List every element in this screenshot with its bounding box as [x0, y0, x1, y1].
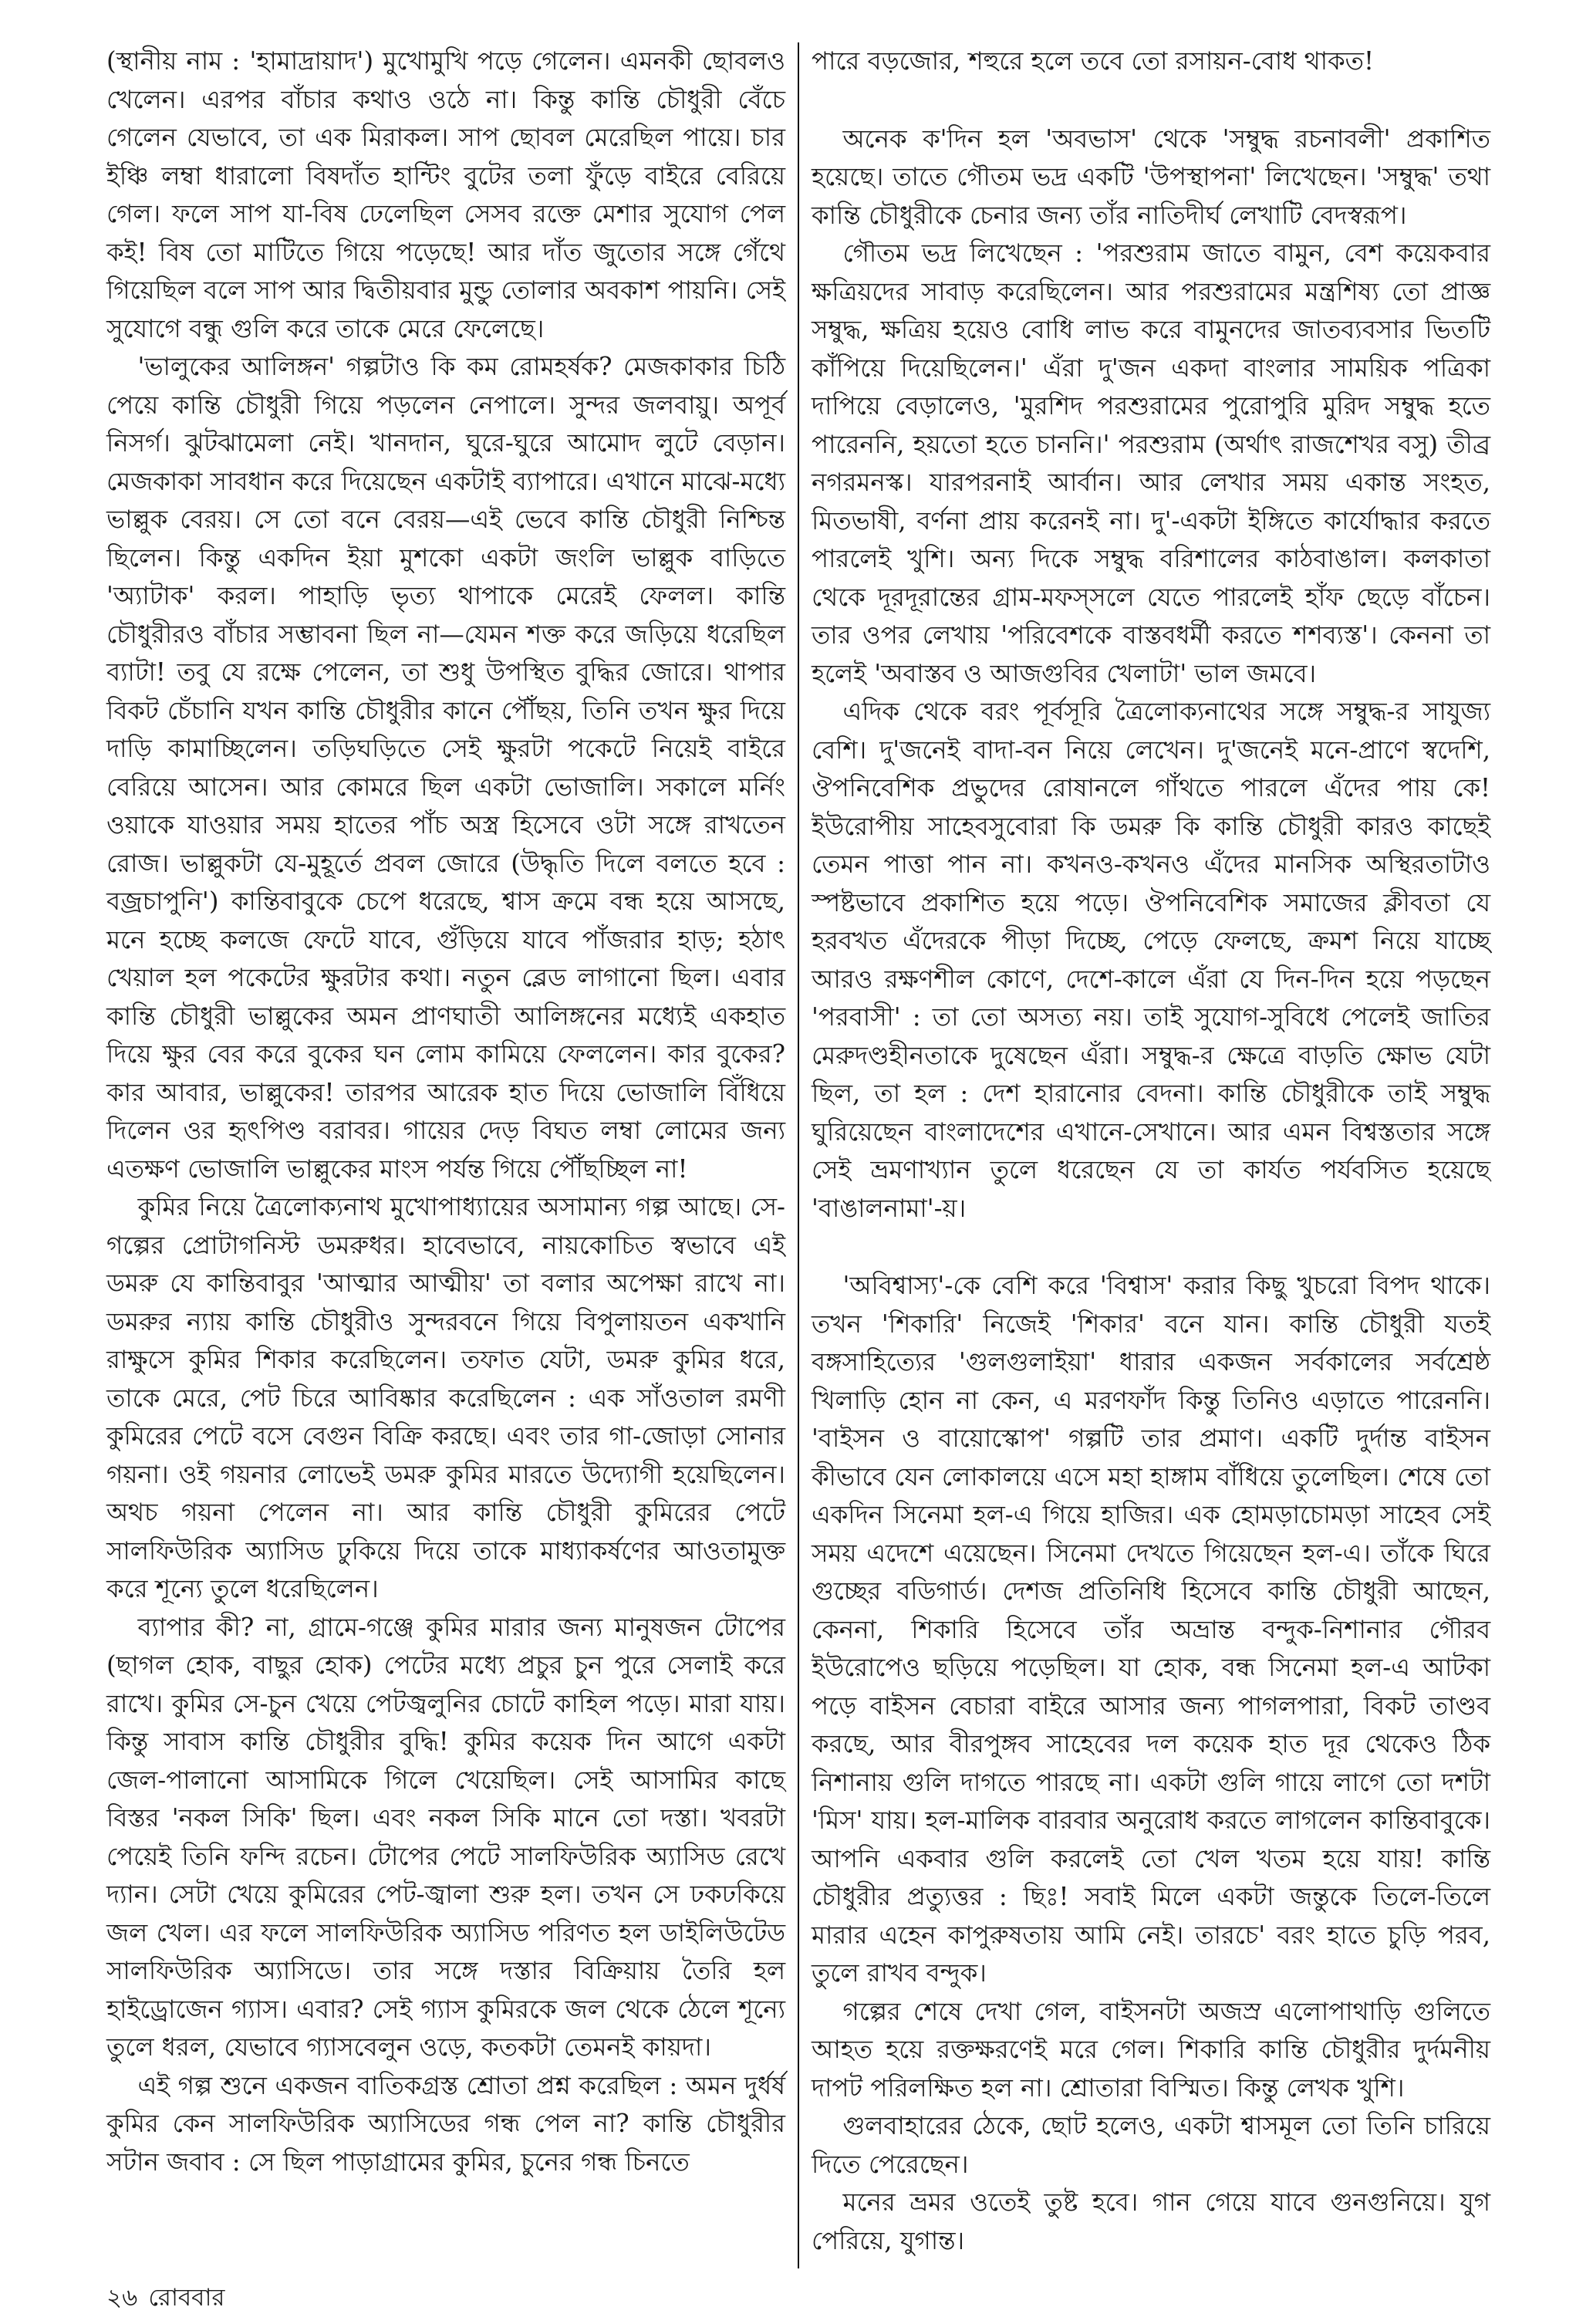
article-paragraph: গৌতম ভদ্র লিখেছেন : 'পরশুরাম জাতে বামুন, বেশ কয়েকবার ক্ষত্রিয়দের সাবাড় করেছিলেন। আর পরশুরামের মন্ত্রশিষ্য তো প্রাজ্ঞ সম্বুদ্ধ, ক্ষত্রিয় হয়েও বোধি লাভ করে বামুনদের জাতব্যবসার ভিতটি কাঁপিয়ে দিয়েছিলেন।' এঁরা দু'জন একদা বাংলার সাময়িক পত্রিকা দাপিয়ে বেড়ালেও, 'মুরশিদ পরশুরামের পুরোপুরি মুরিদ সম্বুদ্ধ হতে পারেননি, হয়তো হতে চাননি।' পরশুরাম (অর্থাৎ রাজশেখর বসু) তীব্র নগরমনস্ক। যারপরনাই আর্বান। আর লেখার সময় একান্ত সংহত, মিতভাষী, বর্ণনা প্রায় করেনই না। দু'-একটা ইঙ্গিতে কার্যোদ্ধার করতে পারলেই খুশি। অন্য দিকে সম্বুদ্ধ বরিশালের কাঠবাঙাল। কলকাতা থেকে দূরদূরান্তের গ্রাম-মফস্‌সলে যেতে পারলেই হাঁফ ছেড়ে বাঁচেন। তার ওপর লেখায় 'পরিবেশকে বাস্তবধর্মী করতে শশব্যস্ত'। কেননা তা হলেই 'অবাস্তব ও আজগুবির খেলাটা' ভাল জমবে।: [812, 238, 1491, 688]
article-paragraph: অনেক ক'দিন হল 'অবভাস' থেকে 'সম্বুদ্ধ রচনাবলী' প্রকাশিত হয়েছে। তাতে গৌতম ভদ্র একটি 'উপস্থাপনা' লিখেছেন। 'সম্বুদ্ধ' তথা কান্তি চৌধুরীকে চেনার জন্য তাঁর নাতিদীর্ঘ লেখাটি বেদস্বরূপ।: [812, 123, 1490, 230]
article-paragraph: 'অবিশ্বাস্য'-কে বেশি করে 'বিশ্বাস' করার কিছু খুচরো বিপদ থাকে। তখন 'শিকারি' নিজেই 'শিকার' বনে যান। কান্তি চৌধুরী যতই বঙ্গসাহিত্যের 'গুলগুলাইয়া' ধারার একজন সর্বকালের সর্বশ্রেষ্ঠ খিলাড়ি হোন না কেন, এ মরণফাঁদ কিন্তু তিনিও এড়াতে পারেননি। 'বাইসন ও বায়োস্কোপ' গল্পটি তার প্রমাণ। একটি দুর্দান্ত বাইসন কীভাবে যেন লোকালয়ে এসে মহা হাঙ্গাম বাঁধিয়ে তুলেছিল। শেষে তো একদিন সিনেমা হল-এ গিয়ে হাজির। এক হোমড়াচোমড়া সাহেব সেই সময় এদেশে এয়েছেন। সিনেমা দেখতে গিয়েছেন হল-এ। তাঁকে ঘিরে গুচ্ছের বডিগার্ড। দেশজ প্রতিনিধি হিসেবে কান্তি চৌধুরী আছেন, কেননা, শিকারি হিসেবে তাঁর অভ্রান্ত বন্দুক-নিশানার গৌরব ইউরোপেও ছড়িয়ে পড়েছিল। যা হোক, বন্ধ সিনেমা হল-এ আটকা পড়ে বাইসন বেচারা বাইরে আসার জন্য পাগলপারা, বিকট তাণ্ডব করছে, আর বীরপুঙ্গব সাহেবের দল কয়েক হাত দূর থেকেও ঠিক নিশানায় গুলি দাগতে পারছে না। একটা গুলি গায়ে লাগে তো দশটা 'মিস' যায়। হল-মালিক বারবার অনুরোধ করতে লাগলেন কান্তিবাবুকে। আপনি একবার গুলি করলেই তো খেল খতম হয়ে যায়! কান্তি চৌধুরীর প্রত্যুত্তর : ছিঃ! সবাই মিলে একটা জন্তুকে তিলে-তিলে মারার এহেন কাপুরুষতায় আমি নেই। তারচে' বরং হাতে চুড়ি পরব, তুলে রাখব বন্দুক।: [812, 1271, 1491, 1988]
article-paragraph: মনের ভ্রমর ওতেই তুষ্ট হবে। গান গেয়ে যাবে গুনগুনিয়ে। যুগ পেরিয়ে, যুগান্ত।: [812, 2187, 1490, 2255]
page-footer: [106, 2282, 224, 2313]
right-column: [812, 42, 1490, 2260]
article-paragraph: (স্থানীয় নাম : 'হামাদ্রায়াদ') মুখোমুখি পড়ে গেলেন। এমনকী ছোবলও খেলেন। এরপর বাঁচার কথাও ওঠে না। কিন্তু কান্তি চৌধুরী বেঁচে গেলেন যেভাবে, তা এক মিরাকল। সাপ ছোবল মেরেছিল পায়ে। চার ইঞ্চি লম্বা ধারালো বিষদাঁত হান্টিং বুটের তলা ফুঁড়ে বাইরে বেরিয়ে গেল। ফলে সাপ যা-বিষ ঢেলেছিল সেসব রক্তে মেশার সুযোগ পেল কই! বিষ তো মাটিতে গিয়ে পড়েছে! আর দাঁত জুতোর সঙ্গে গেঁথে গিয়েছিল বলে সাপ আর দ্বিতীয়বার মুন্ডু তোলার অবকাশ পায়নি। সেই সুযোগে বন্ধু গুলি করে তাকে মেরে ফেলেছে।: [106, 46, 785, 343]
article-paragraph: গুলবাহারের ঠেকে, ছোট হলেও, একটা শ্বাসমূল তো তিনি চারিয়ে দিতে পেরেছেন।: [812, 2111, 1490, 2179]
article-paragraph: কুমির নিয়ে ত্রৈলোক্যনাথ মুখোপাধ্যায়ের অসামান্য গল্প আছে। সে-গল্পের প্রোটাগনিস্ট ডমরুধর। হাবেভাবে, নায়কোচিত স্বভাবে এই ডমরু যে কান্তিবাবুর 'আত্মার আত্মীয়' তা বলার অপেক্ষা রাখে না। ডমরুর ন্যায় কান্তি চৌধুরীও সুন্দরবনে গিয়ে বিপুলায়তন একখানি রাক্ষুসে কুমির শিকার করেছিলেন। তফাত যেটা, ডমরু কুমির ধরে, তাকে মেরে, পেট চিরে আবিষ্কার করেছিলেন : এক সাঁওতাল রমণী কুমিরের পেটে বসে বেগুন বিক্রি করছে। এবং তার গা-জোড়া সোনার গয়না। ওই গয়নার লোভেই ডমরু কুমির মারতে উদ্যোগী হয়েছিলেন। অথচ গয়না পেলেন না। আর কান্তি চৌধুরী কুমিরের পেটে সালফিউরিক অ্যাসিড ঢুকিয়ে দিয়ে তাকে মাধ্যাকর্ষণের আওতামুক্ত করে শূন্যে তুলে ধরেছিলেন।: [106, 1192, 785, 1603]
article-paragraph-continuation: পারে বড়জোর, শহুরে হলে তবে তো রসায়ন-বোধ থাকত!: [812, 46, 1374, 76]
article-paragraph: এই গল্প শুনে একজন বাতিকগ্রস্ত শ্রোতা প্রশ্ন করেছিল : অমন দুর্ধর্ষ কুমির কেন সালফিউরিক অ্যাসিডের গন্ধ পেল না? কান্তি চৌধুরীর সটান জবাব : সে ছিল পাড়াগ্রামের কুমির, চুনের গন্ধ চিনতে: [106, 2070, 785, 2177]
article-paragraph: 'ভালুকের আলিঙ্গন' গল্পটাও কি কম রোমহর্ষক? মেজকাকার চিঠি পেয়ে কান্তি চৌধুরী গিয়ে পড়লেন নেপালে। সুন্দর জলবায়ু। অপূর্ব নিসর্গ। ঝুটঝামেলা নেই। খানদান, ঘুরে-ঘুরে আমোদ লুটে বেড়ান। মেজকাকা সাবধান করে দিয়েছেন একটাই ব্যাপারে। এখানে মাঝে-মধ্যে ভাল্লুক বেরয়। সে তো বনে বেরয়—এই ভেবে কান্তি চৌধুরী নিশ্চিন্ত ছিলেন। কিন্তু একদিন ইয়া মুশকো একটা জংলি ভাল্লুক বাড়িতে 'অ্যাটাক' করল। পাহাড়ি ভৃত্য থাপাকে মেরেই ফেলল। কান্তি চৌধুরীরও বাঁচার সম্ভাবনা ছিল না—যেমন শক্ত করে জড়িয়ে ধরেছিল ব্যাটা! তবু যে রক্ষে পেলেন, তা শুধু উপস্থিত বুদ্ধির জোরে। থাপার বিকট চেঁচানি যখন কান্তি চৌধুরীর কানে পৌঁছয়, তিনি তখন ক্ষুর দিয়ে দাড়ি কামাচ্ছিলেন। তড়িঘড়িতে সেই ক্ষুরটা পকেটে নিয়েই বাইরে বেরিয়ে আসেন। আর কোমরে ছিল একটা ভোজালি। সকালে মর্নিং ওয়াকে যাওয়ার সময় হাতের পাঁচ অস্ত্র হিসেবে ওটা সঙ্গে রাখতেন রোজ। ভাল্লুকটা যে-মুহূর্তে প্রবল জোরে (উদ্ধৃতি দিলে বলতে হবে : বজ্রচাপুনি') কান্তিবাবুকে চেপে ধরেছে, শ্বাস ক্রমে বন্ধ হয়ে আসছে, মনে হচ্ছে কলজে ফেটে যাবে, গুঁড়িয়ে যাবে পাঁজরার হাড়; হঠাৎ খেয়াল হল পকেটের ক্ষুরটার কথা। নতুন ব্লেড লাগানো ছিল। এবার কান্তি চৌধুরী ভাল্লুকের অমন প্রাণঘাতী আলিঙ্গনের মধ্যেই একহাত দিয়ে ক্ষুর বের করে বুকের ঘন লোম কামিয়ে ফেললেন। কার বুকের? কার আবার, ভাল্লুকের! তারপর আরেক হাত দিয়ে ভোজালি বিঁধিয়ে দিলেন ওর হৃৎপিণ্ড বরাবর। গায়ের দেড় বিঘত লম্বা লোমের জন্য এতক্ষণ ভোজালি ভাল্লুকের মাংস পর্যন্ত গিয়ে পৌঁছচ্ছিল না!: [106, 352, 785, 1184]
column-divider: [798, 42, 799, 2268]
article-paragraph: এদিক থেকে বরং পূর্বসূরি ত্রৈলোক্যনাথের সঙ্গে সম্বুদ্ধ-র সাযুজ্য বেশি। দু'জনেই বাদা-বন নিয়ে লেখেন। দু'জনেই মনে-প্রাণে স্বদেশি, ঔপনিবেশিক প্রভুদের রোষানলে গাঁথতে পারলে এঁদের পায় কে! ইউরোপীয় সাহেবসুবোরা কি ডমরু কি কান্তি চৌধুরী কারও কাছেই তেমন পাত্তা পান না। কখনও-কখনও এঁদের মানসিক অস্থিরতাটাও স্পষ্টভাবে প্রকাশিত হয়ে পড়ে। ঔপনিবেশিক সমাজের ক্লীবতা যে হরবখত এঁদেরকে পীড়া দিচ্ছে, পেড়ে ফেলছে, ক্রমশ নিয়ে যাচ্ছে আরও রক্ষণশীল কোণে, দেশে-কালে এঁরা যে দিন-দিন হয়ে পড়ছেন 'পরবাসী' : তা তো অসত্য নয়। তাই সুযোগ-সুবিধে পেলেই জাতির মেরুদণ্ডহীনতাকে দুষেছেন এঁরা। সম্বুদ্ধ-র ক্ষেত্রে বাড়তি ক্ষোভ যেটা ছিল, তা হল : দেশ হারানোর বেদনা। কান্তি চৌধুরীকে তাই সম্বুদ্ধ ঘুরিয়েছেন বাংলাদেশের এখানে-সেখানে। আর এমন বিশ্বস্ততার সঙ্গে সেই ভ্রমণাখ্যান তুলে ধরেছেন যে তা কার্যত পর্যবসিত হয়েছে 'বাঙালনামা'-য়।: [812, 697, 1490, 1223]
left-column: [106, 42, 785, 2181]
magazine-name: রোববার: [148, 2284, 225, 2312]
page-number: ২৬: [106, 2284, 138, 2312]
article-paragraph: গল্পের শেষে দেখা গেল, বাইসনটা অজস্র এলোপাথাড়ি গুলিতে আহত হয়ে রক্তক্ষরণেই মরে গেল। শিকারি কান্তি চৌধুরীর দুর্দমনীয় দাপট পরিলক্ষিত হল না। শ্রোতারা বিস্মিত। কিন্তু লেখক খুশি।: [812, 1996, 1490, 2103]
article-paragraph: ব্যাপার কী? না, গ্রামে-গঞ্জে কুমির মারার জন্য মানুষজন টোপের (ছাগল হোক, বাছুর হোক) পেটের মধ্যে প্রচুর চুন পুরে সেলাই করে রাখে। কুমির সে-চুন খেয়ে পেটজ্বলুনির চোটে কাহিল পড়ে। মারা যায়। কিন্তু সাবাস কান্তি চৌধুরীর বুদ্ধি! কুমির কয়েক দিন আগে একটা জেল-পালানো আসামিকে গিলে খেয়েছিল। সেই আসামির কাছে বিস্তর 'নকল সিকি' ছিল। এবং নকল সিকি মানে তো দস্তা। খবরটা পেয়েই তিনি ফন্দি রচেন। টোপের পেটে সালফিউরিক অ্যাসিড রেখে দ্যান। সেটা খেয়ে কুমিরের পেট-জ্বালা শুরু হল। তখন সে ঢকঢকিয়ে জল খেল। এর ফলে সালফিউরিক অ্যাসিড পরিণত হল ডাইলিউটেড সালফিউরিক অ্যাসিডে। তার সঙ্গে দস্তার বিক্রিয়ায় তৈরি হল হাইড্রোজেন গ্যাস। এবার? সেই গ্যাস কুমিরকে জল থেকে ঠেলে শূন্যে তুলে ধরল, যেভাবে গ্যাসবেলুন ওড়ে, কতকটা তেমনই কায়দা।: [106, 1612, 785, 2062]
